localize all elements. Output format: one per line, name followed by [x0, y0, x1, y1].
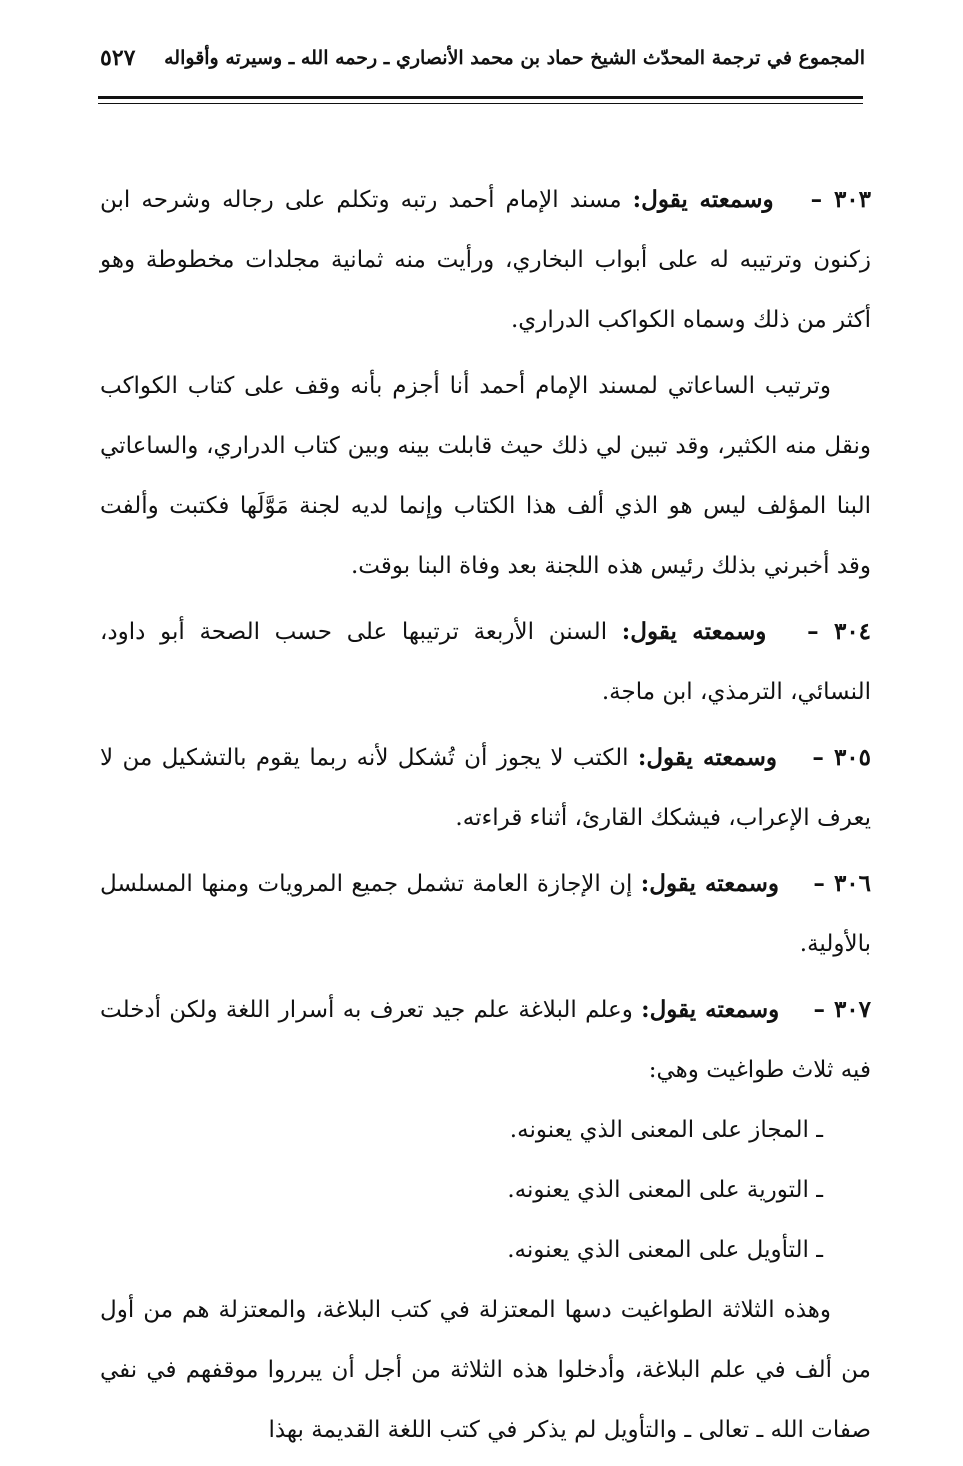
entry-text: وترتيب الساعاتي لمسند الإمام أحمد أنا أجزم بأنه وقف على كتاب الكواكب ونقل منه الكثير، وقد تبين لي ذلك حيث قابلت بينه وبين كتاب الدراري، والساعاتي البنا المؤلف ليس هو الذي ألف هذا الكتاب وإنما لديه لجنة مَوَّلَها فكتبت وألفت وقد أخبرني بذلك رئيس هذه اللجنة بعد وفاة البنا بوقت.	[100, 373, 871, 579]
header-rule-thick	[98, 96, 863, 99]
entry-lead: وسمعته يقول:	[637, 744, 778, 771]
entry-307	[100, 980, 871, 1100]
entry-303-continuation	[100, 356, 871, 596]
list-item: ـ المجاز على المعنى الذي يعنونه.	[509, 1117, 823, 1143]
entry-lead: وسمعته يقول:	[632, 186, 774, 213]
page-body	[100, 170, 871, 1466]
closing-paragraph	[100, 1280, 871, 1460]
entry-303	[100, 170, 871, 350]
entry-number: ٣٠٣ –	[810, 186, 872, 213]
list-item: ـ التورية على المعنى الذي يعنونه.	[507, 1177, 823, 1203]
entry-text: مسند الإمام أحمد رتبه وتكلم على رجاله وشرحه ابن زكنون وترتيبه له على أبواب البخاري، ورأيت منه ثمانية مجلدات مخطوطة وهو أكثر من ذلك وسماه الكواكب الدراري.	[100, 187, 871, 333]
entry-text: إن الإجازة العامة تشمل جميع المرويات ومنها المسلسل بالأولية.	[100, 871, 871, 957]
header-title: المجموع في ترجمة المحدّث الشيخ حماد بن محمد الأنصاري ـ رحمه الله ـ وسيرته وأقواله	[164, 47, 865, 69]
closing-text: وهذه الثلاثة الطواغيت دسها المعتزلة في كتب البلاغة، والمعتزلة هم من أول من ألف في علم البلاغة، وأدخلوا هذه الثلاثة من أجل أن يبرروا موقفهم في نفي صفات الله ـ تعالى ـ والتأويل لم يذكر في كتب اللغة القديمة بهذا	[100, 1297, 871, 1443]
entry-number: ٣٠٦ –	[813, 870, 871, 897]
entry-number: ٣٠٥ –	[812, 744, 872, 771]
entry-text: السنن الأربعة ترتيبها على حسب الصحة أبو داود، النسائي، الترمذي، ابن ماجة.	[100, 619, 871, 705]
page-number: ٥٢٧	[100, 45, 136, 71]
entry-304	[100, 602, 871, 722]
entry-lead: وسمعته يقول:	[621, 618, 767, 645]
entry-number: ٣٠٧ –	[813, 996, 872, 1023]
entry-number: ٣٠٤ –	[807, 618, 872, 645]
list-item: ـ التأويل على المعنى الذي يعنونه.	[507, 1237, 823, 1263]
entry-305	[100, 728, 871, 848]
entry-text: وعلم البلاغة علم جيد تعرف به أسرار اللغة ولكن أدخلت فيه ثلاث طواغيت وهي:	[100, 997, 871, 1083]
running-header	[100, 38, 865, 78]
entry-lead: وسمعته يقول:	[641, 996, 780, 1023]
header-rule-thin	[98, 103, 863, 104]
entry-text: الكتب لا يجوز أن تُشكل لأنه ربما يقوم بالتشكيل من لا يعرف الإعراب، فيشكك القارئ، أثناء قراءته.	[100, 745, 871, 831]
entry-306	[100, 854, 871, 974]
entry-lead: وسمعته يقول:	[640, 870, 780, 897]
